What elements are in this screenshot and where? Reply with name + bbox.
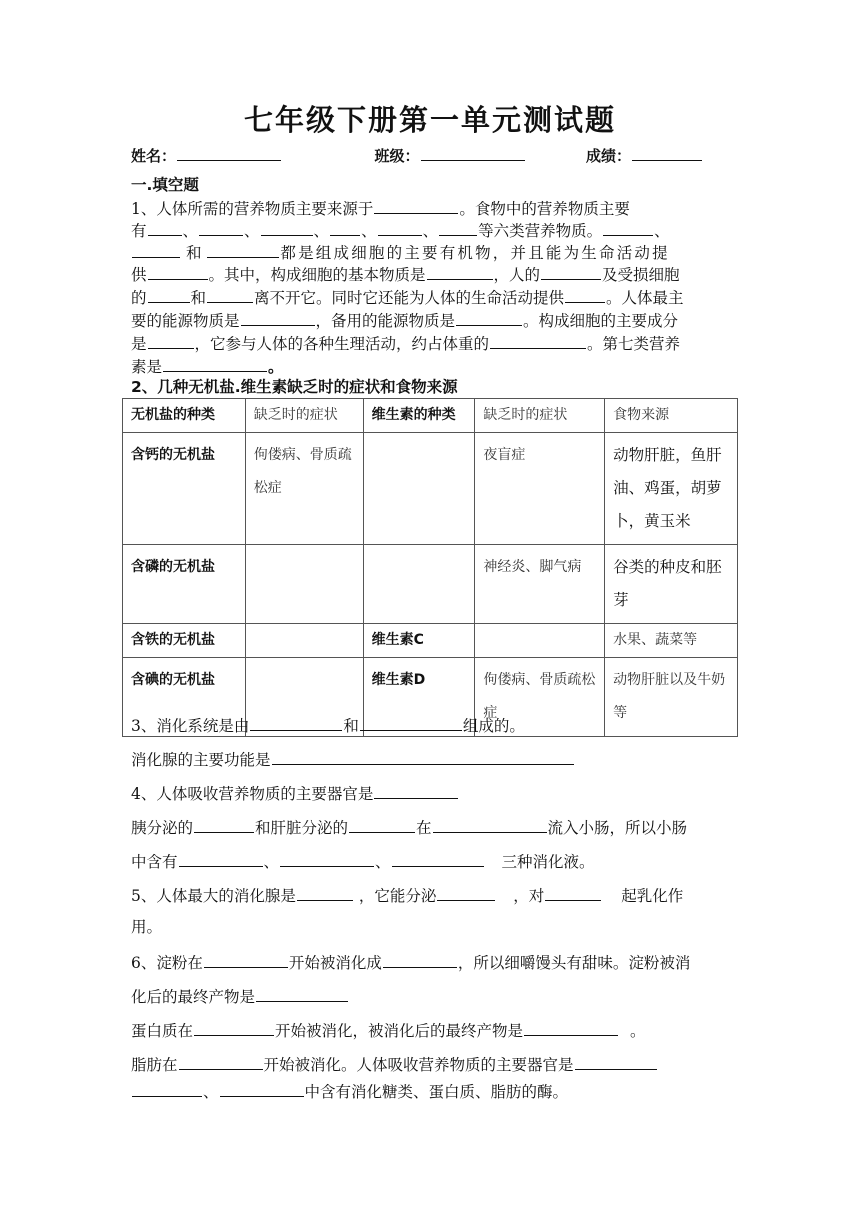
- answer-blank[interactable]: [179, 1053, 263, 1070]
- q1-line8: 素是 。: [131, 357, 284, 376]
- answer-blank[interactable]: [261, 219, 313, 236]
- q4-line1: 4、人体吸收营养物质的主要器官是: [131, 782, 731, 805]
- q1-line2: 有 、 、 、 、 、 等六类营养物质。 、: [131, 219, 731, 242]
- table-header-cell: 维生素的种类: [363, 399, 475, 433]
- q5-line1: 5、人体最大的消化腺是 ，它能分泌 ，对 起乳化作: [131, 884, 731, 907]
- answer-blank[interactable]: [148, 263, 208, 280]
- q1-line1: 1、人体所需的营养物质主要来源于 。食物中的营养物质主要: [131, 197, 731, 220]
- answer-blank[interactable]: [437, 884, 495, 901]
- answer-blank[interactable]: [163, 355, 267, 372]
- name-blank[interactable]: [177, 144, 281, 161]
- table-header-cell: 无机盐的种类: [123, 399, 246, 433]
- answer-blank[interactable]: [374, 782, 458, 799]
- table-cell: 夜盲症: [475, 433, 605, 545]
- table-cell: 动物肝脏以及牛奶等: [605, 658, 738, 737]
- table-header-cell: 缺乏时的症状: [245, 399, 363, 433]
- answer-blank[interactable]: [439, 219, 477, 236]
- nutrient-table: [122, 398, 738, 737]
- answer-blank[interactable]: [427, 263, 493, 280]
- answer-blank[interactable]: [250, 714, 342, 731]
- answer-blank[interactable]: [575, 1053, 657, 1070]
- q1-line4: 供 。其中，构成细胞的基本物质是 ，人的 及受损细胞: [131, 263, 731, 286]
- answer-blank[interactable]: [132, 1080, 202, 1097]
- table-cell: 佝偻病、骨质疏松症: [475, 658, 605, 737]
- answer-blank[interactable]: [392, 850, 484, 867]
- answer-blank[interactable]: [179, 850, 263, 867]
- answer-blank[interactable]: [220, 1080, 304, 1097]
- answer-blank[interactable]: [148, 332, 194, 349]
- q3-line1: 3、消化系统是由 和 组成的。: [131, 714, 731, 737]
- q1-line5: 的 和 离不开它。同时它还能为人体的生命活动提供 。人体最主: [131, 286, 731, 309]
- table-header-row: [123, 399, 738, 433]
- table-cell: 维生素C: [363, 624, 475, 658]
- answer-blank[interactable]: [204, 951, 288, 968]
- table-row: [123, 433, 738, 545]
- answer-blank[interactable]: [194, 1019, 274, 1036]
- answer-blank[interactable]: [378, 219, 422, 236]
- score-label: 成绩：: [585, 147, 631, 165]
- answer-blank[interactable]: [456, 309, 522, 326]
- student-info-row: [131, 144, 731, 167]
- q2-heading: 2、几种无机盐.维生素缺乏时的症状和食物来源: [131, 378, 458, 396]
- answer-blank[interactable]: [132, 241, 180, 258]
- table-header-cell: 食物来源: [605, 399, 738, 433]
- table-cell[interactable]: [475, 624, 605, 658]
- table-cell: 含磷的无机盐: [123, 545, 246, 624]
- score-blank[interactable]: [632, 144, 702, 161]
- answer-blank[interactable]: [541, 263, 601, 280]
- answer-blank[interactable]: [297, 884, 353, 901]
- answer-blank[interactable]: [207, 241, 279, 258]
- answer-blank[interactable]: [383, 951, 457, 968]
- q6-line4: 脂肪在 开始被消化。人体吸收营养物质的主要器官是: [131, 1053, 731, 1076]
- table-cell[interactable]: [363, 545, 475, 624]
- q6-line2: 化后的最终产物是: [131, 985, 731, 1008]
- table-cell: 含钙的无机盐: [123, 433, 246, 545]
- answer-blank[interactable]: [565, 286, 605, 303]
- answer-blank[interactable]: [374, 197, 458, 214]
- table-row: [123, 545, 738, 624]
- table-cell[interactable]: [245, 624, 363, 658]
- answer-blank[interactable]: [433, 816, 547, 833]
- table-cell: 神经炎、脚气病: [475, 545, 605, 624]
- table-row: [123, 624, 738, 658]
- answer-blank[interactable]: [330, 219, 360, 236]
- section-heading: 一.填空题: [131, 176, 199, 194]
- q1-line7: 是 ，它参与人体的各种生理活动，约占体重的 。第七类营养: [131, 332, 731, 355]
- answer-blank[interactable]: [603, 219, 653, 236]
- table-header-cell: 缺乏时的症状: [475, 399, 605, 433]
- q3-line2: 消化腺的主要功能是: [131, 748, 731, 771]
- answer-blank[interactable]: [349, 816, 415, 833]
- answer-blank[interactable]: [524, 1019, 618, 1036]
- answer-blank[interactable]: [194, 816, 254, 833]
- answer-blank[interactable]: [272, 748, 574, 765]
- answer-blank[interactable]: [207, 286, 253, 303]
- answer-blank[interactable]: [545, 884, 601, 901]
- class-blank[interactable]: [421, 144, 525, 161]
- name-label: 姓名：: [131, 147, 177, 165]
- answer-blank[interactable]: [256, 985, 348, 1002]
- answer-blank[interactable]: [148, 286, 190, 303]
- answer-blank[interactable]: [280, 850, 374, 867]
- table-cell: 含碘的无机盐: [123, 658, 246, 737]
- answer-blank[interactable]: [199, 219, 243, 236]
- q1-line3: 和 都是组成细胞的主要有机物，并且能为生命活动提: [131, 241, 731, 264]
- q6-line3: 蛋白质在 开始被消化，被消化后的最终产物是 。: [131, 1019, 731, 1042]
- table-cell[interactable]: [363, 433, 475, 545]
- q6-line5: 、 中含有消化糖类、蛋白质、脂肪的酶。: [131, 1080, 731, 1103]
- answer-blank[interactable]: [148, 219, 182, 236]
- answer-blank[interactable]: [490, 332, 586, 349]
- q4-line2: 胰分泌的 和肝脏分泌的 在 流入小肠，所以小肠: [131, 816, 731, 839]
- q5-line2: 用。: [131, 918, 163, 936]
- page-title: 七年级下册第一单元测试题: [243, 103, 616, 137]
- q6-line1: 6、淀粉在 开始被消化成 ，所以细嚼馒头有甜味。淀粉被消: [131, 951, 731, 974]
- q1-line6: 要的能源物质是 ，备用的能源物质是 。构成细胞的主要成分: [131, 309, 731, 332]
- table-cell: 水果、蔬菜等: [605, 624, 738, 658]
- answer-blank[interactable]: [360, 714, 462, 731]
- class-label: 班级：: [374, 147, 420, 165]
- table-cell: 佝偻病、骨质疏松症: [245, 433, 363, 545]
- table-cell[interactable]: [245, 545, 363, 624]
- table-cell: 谷类的种皮和胚芽: [605, 545, 738, 624]
- table-cell: 维生素D: [363, 658, 475, 737]
- q4-line3: 中含有 、 、 三种消化液。: [131, 850, 731, 873]
- answer-blank[interactable]: [241, 309, 315, 326]
- table-cell: 动物肝脏，鱼肝油、鸡蛋，胡萝卜，黄玉米: [605, 433, 738, 545]
- table-cell: 含铁的无机盐: [123, 624, 246, 658]
